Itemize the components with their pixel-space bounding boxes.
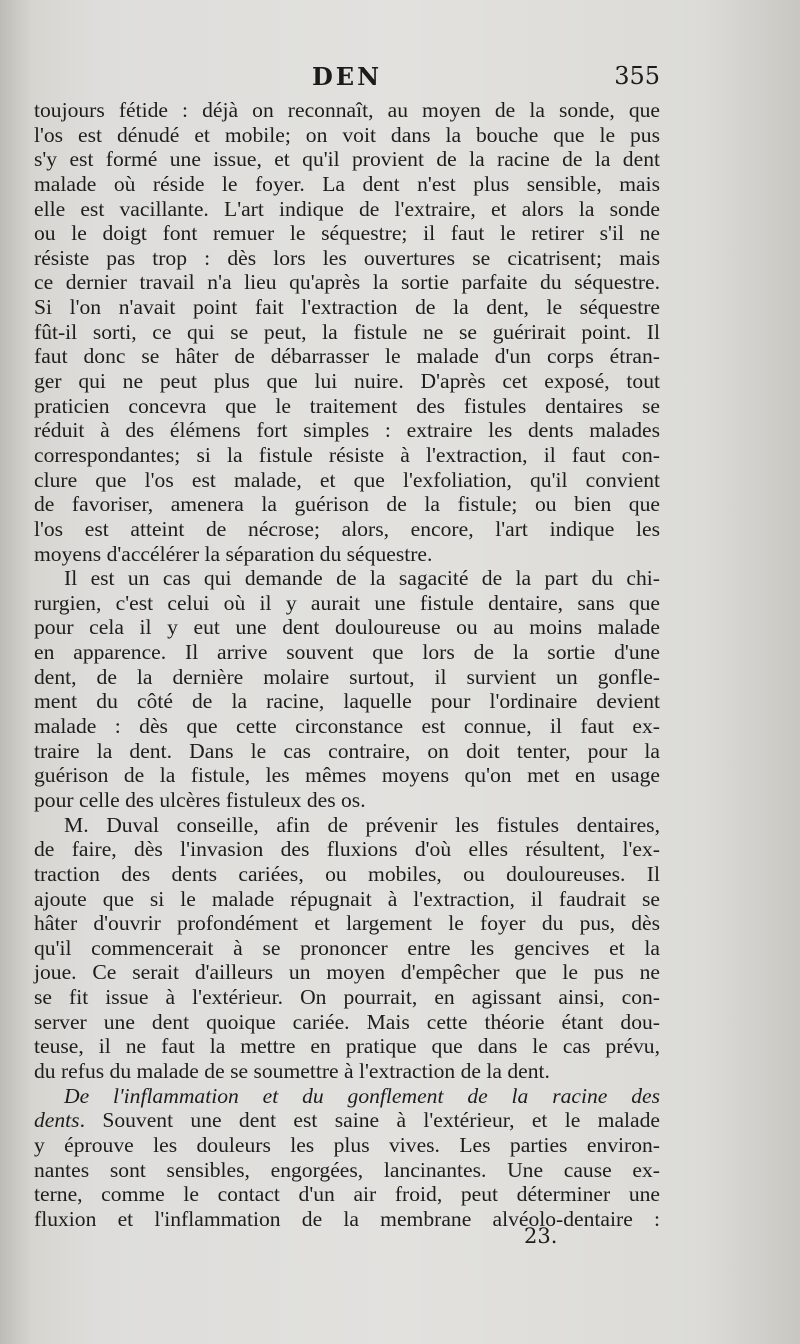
text-line: traire la dent. Dans le cas contraire, on doit tenter, pour la	[34, 738, 660, 763]
text-line: malade où réside le foyer. La dent n'est plus sensible, mais	[34, 171, 660, 196]
text-line: faut donc se hâter de débarrasser le malade d'un corps étran-	[34, 344, 660, 369]
paragraph-2	[34, 566, 660, 812]
text-line: nantes sont sensibles, engorgées, lancinantes. Une cause ex-	[34, 1157, 660, 1182]
text-line: réduit à des élémens fort simples : extraire les dents malades	[34, 418, 660, 443]
paragraph-4	[34, 1084, 660, 1232]
text-line: rurgien, c'est celui où il y aurait une fistule dentaire, sans que	[34, 590, 660, 615]
text-line: Il est un cas qui demande de la sagacité de la part du chi-	[64, 566, 660, 591]
text-line: de faire, dès l'invasion des fluxions d'où elles résultent, l'ex-	[34, 837, 660, 862]
text-line: guérison de la fistule, les mêmes moyens qu'on met en usage	[34, 763, 660, 788]
italic-heading-end: dents	[34, 1108, 80, 1133]
text-line: ce dernier travail n'a lieu qu'après la sortie parfaite du séquestre.	[34, 270, 660, 295]
text-line: ger qui ne peut plus que lui nuire. D'après cet exposé, tout	[34, 369, 660, 394]
text-line: traction des dents cariées, ou mobiles, ou douloureuses. Il	[34, 861, 660, 886]
text-line: toujours fétide : déjà on reconnaît, au moyen de la sonde, que	[34, 98, 660, 122]
text-line: pour celle des ulcères fistuleux des os.	[34, 787, 366, 812]
text-line: hâter d'ouvrir profondément et largement le foyer du pus, dès	[34, 911, 660, 936]
text-line: résiste pas trop : dès lors les ouvertures se cicatrisent; mais	[34, 245, 660, 270]
page-header	[34, 62, 660, 94]
text-line: se fit issue à l'extérieur. On pourrait, en agissant ainsi, con-	[34, 985, 660, 1010]
text-line: joue. Ce serait d'ailleurs un moyen d'empêcher que le pus ne	[34, 960, 660, 985]
text-line: de favoriser, amenera la guérison de la fistule; ou bien que	[34, 492, 660, 517]
text-line: l'os est dénudé et mobile; on voit dans la bouche que le pus	[34, 122, 660, 147]
text-line: praticien concevra que le traitement des fistules dentaires se	[34, 393, 660, 418]
paragraph-3	[34, 813, 660, 1084]
text-line: clure que l'os est malade, et que l'exfoliation, qu'il convient	[34, 467, 660, 492]
text-line: pour cela il y eut une dent douloureuse ou au moins malade	[34, 615, 660, 640]
paragraph-1	[34, 98, 660, 566]
text-line: qu'il commencerait à se prononcer entre les gencives et la	[34, 935, 660, 960]
text-line: malade : dès que cette circonstance est connue, il faut ex-	[34, 714, 660, 739]
text-line: s'y est formé une issue, et qu'il provient de la racine de la dent	[34, 147, 660, 172]
body-text	[34, 98, 660, 1231]
text-line: l'os est atteint de nécrose; alors, encore, l'art indique les	[34, 516, 660, 541]
text-line: ment du côté de la racine, laquelle pour l'ordinaire devient	[34, 689, 660, 714]
text-line: moyens d'accélérer la séparation du séquestre.	[34, 541, 433, 566]
text-line: fût-il sorti, ce qui se peut, la fistule ne se guérirait point. Il	[34, 319, 660, 344]
text-line: dent, de la dernière molaire surtout, il survient un gonfle-	[34, 664, 660, 689]
text-line: server une dent quoique cariée. Mais cette théorie étant dou-	[34, 1009, 660, 1034]
text-line: ou le doigt font remuer le séquestre; il faut le retirer s'il ne	[34, 221, 660, 246]
text-line: ajoute que si le malade répugnait à l'extraction, il faudrait se	[34, 886, 660, 911]
text-line: correspondantes; si la fistule résiste à l'extraction, il faut con-	[34, 442, 660, 467]
text-line: teuse, il ne faut la mettre en pratique que dans le cas prévu,	[34, 1034, 660, 1059]
text-line	[34, 1108, 660, 1133]
italic-heading: De l'inflammation et du gonflement de la racine des	[64, 1083, 660, 1108]
page-number: 355	[614, 62, 660, 90]
text-line: en apparence. Il arrive souvent que lors de la sortie d'une	[34, 640, 660, 665]
section-heading-line	[34, 1084, 660, 1109]
text-line-rest: . Souvent une dent est saine à l'extérieur, et le malade	[79, 1108, 660, 1133]
text-line: elle est vacillante. L'art indique de l'extraire, et alors la sonde	[34, 196, 660, 221]
text-line: fluxion et l'inflammation de la membrane alvéolo-dentaire :	[34, 1206, 660, 1231]
text-line: y éprouve les douleurs les plus vives. Les parties environ-	[34, 1132, 660, 1157]
running-head: DEN	[311, 62, 383, 91]
signature-mark: 23.	[524, 1224, 558, 1248]
text-line: du refus du malade de se soumettre à l'extraction de la dent.	[34, 1058, 550, 1083]
text-line: M. Duval conseille, afin de prévenir les fistules dentaires,	[64, 812, 660, 837]
text-line: Si l'on n'avait point fait l'extraction de la dent, le séquestre	[34, 295, 660, 320]
text-line: terne, comme le contact d'un air froid, peut déterminer une	[34, 1182, 660, 1207]
